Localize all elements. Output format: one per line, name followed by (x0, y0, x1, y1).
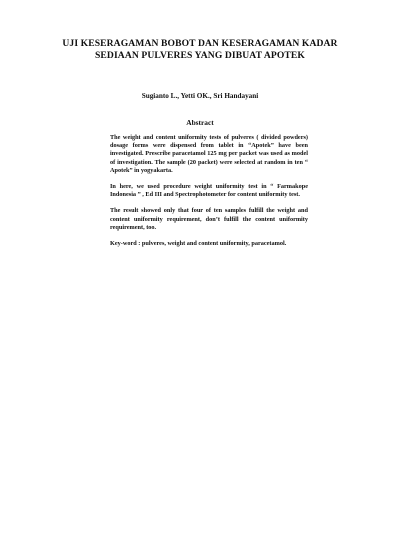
title-line-1: UJI KESERAGAMAN BOBOT DAN KESERAGAMAN KADAR (62, 38, 338, 49)
keywords-line: Key-word : pulveres, weight and content uniformity, paracetamol. (110, 240, 287, 248)
abstract-paragraph-1: The weight and content uniformity tests of pulveres ( divided powders) dosage forms were dispensed from tablet in “Apotek” have been investigated. Prescribe paracetamol 125 mg per packet was used as model of investigation. The sample (20 packet) were selected at random in ten “ Apotek” in yogyakarta. (110, 134, 308, 174)
abstract-body (110, 134, 308, 256)
abstract-paragraph-3: The result showed only that four of ten samples fulfill the weight and content uniformity requirement, don’t fulfill the content uniformity requirement, too. (110, 207, 308, 231)
authors-line: Sugianto L., Yetti OK., Sri Handayani (141, 92, 259, 100)
abstract-heading: Abstract (186, 118, 214, 127)
paper-title (60, 38, 340, 62)
abstract-paragraph-2: In here, we used procedure weight uniformity test in “ Farmakope Indonesia ” , Ed III and Spectrophotometer for content uniformity test. (110, 183, 308, 199)
title-line-2: SEDIAAN PULVERES YANG DIBUAT APOTEK (95, 50, 305, 61)
